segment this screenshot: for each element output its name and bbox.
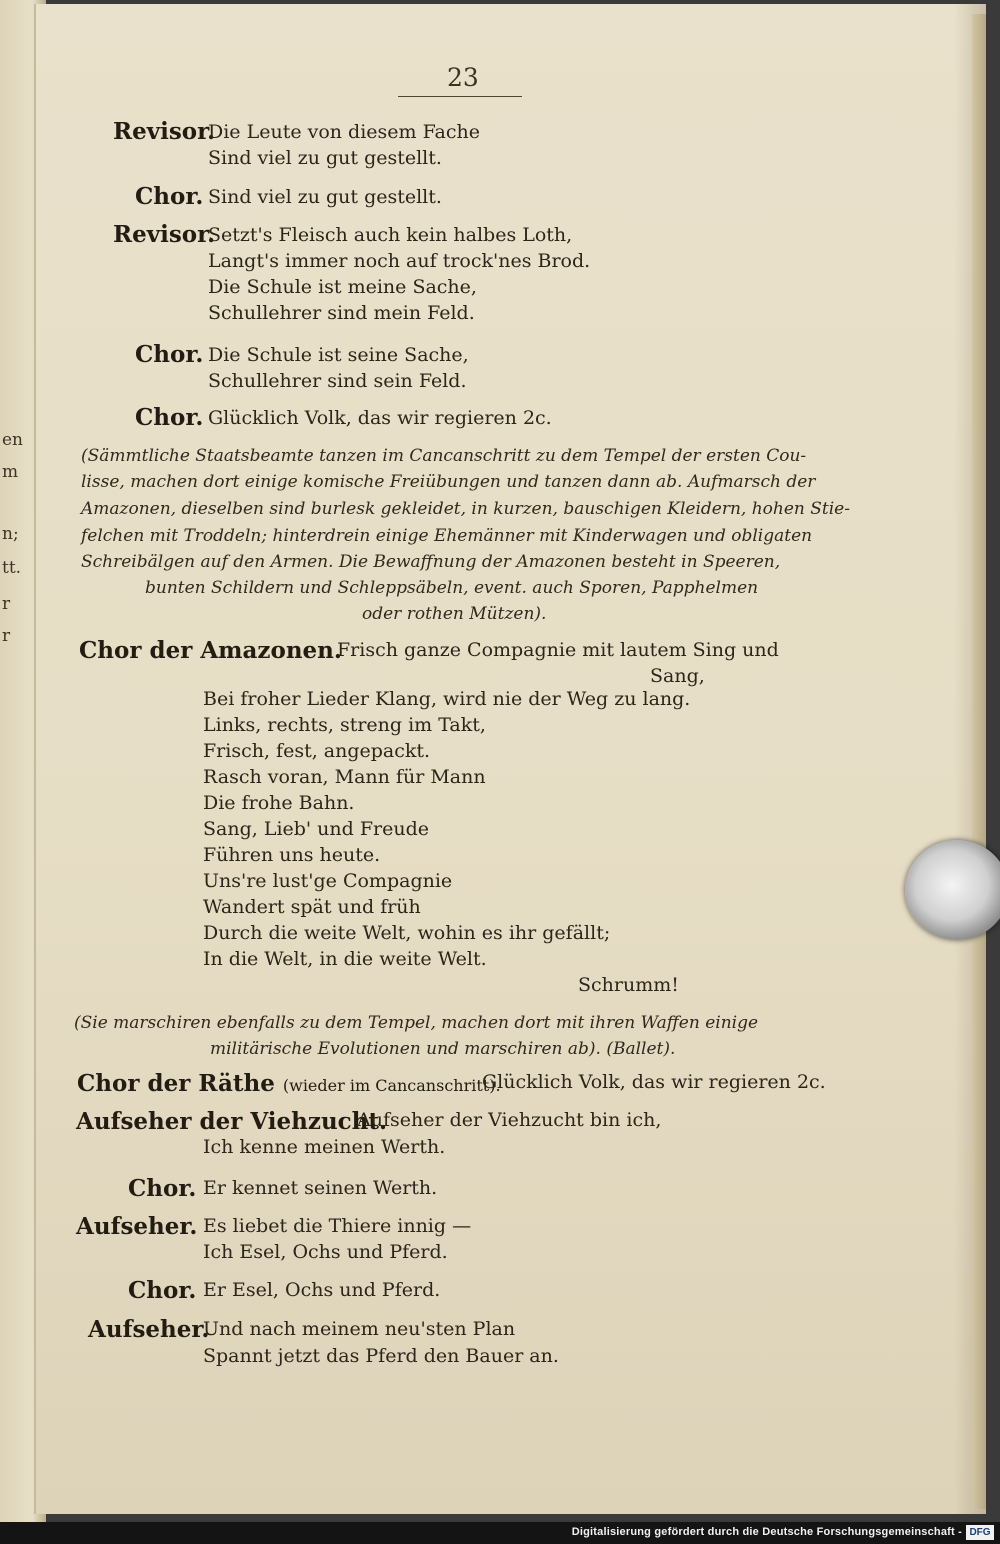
verse-line: Die Schule ist meine Sache, — [208, 276, 477, 298]
left-page-fragment: r — [2, 626, 11, 646]
speaker-name: Chor. — [135, 183, 204, 210]
speaker-name: Aufseher. — [76, 1213, 198, 1240]
left-page-fragment: en — [2, 430, 24, 450]
verse-line: Schullehrer sind sein Feld. — [208, 370, 467, 392]
left-page-fragment: m — [2, 462, 19, 482]
verse-line: In die Welt, in die weite Welt. — [203, 948, 487, 970]
speaker-name: Chor. — [128, 1277, 197, 1304]
stage-direction-line: (Sie marschiren ebenfalls zu dem Tempel, machen dort mit ihren Waffen einige — [74, 1013, 759, 1033]
page-holder-clip — [905, 840, 1000, 940]
verse-line: Wandert spät und früh — [203, 896, 421, 918]
verse-line: Ich Esel, Ochs und Pferd. — [203, 1241, 448, 1263]
speaker-name: Aufseher der Viehzucht. — [76, 1108, 388, 1135]
verse-line: Ich kenne meinen Werth. — [203, 1136, 446, 1158]
verse-line: Sang, Lieb' und Freude — [203, 818, 430, 840]
speaker-name — [77, 1070, 501, 1097]
funding-credit: Digitalisierung gefördert durch die Deutsche Forschungsgemeinschaft - — [571, 1526, 962, 1538]
speaker-name: Chor der Amazonen. — [79, 637, 342, 664]
verse-line: Schrumm! — [578, 974, 679, 996]
verse-line: Uns're lust'ge Compagnie — [203, 870, 453, 892]
verse-line: Glücklich Volk, das wir regieren 2c. — [208, 407, 552, 429]
verse-line: Die frohe Bahn. — [203, 792, 355, 814]
verse-line: Setzt's Fleisch auch kein halbes Loth, — [208, 224, 573, 246]
speaker-note: (wieder im Cancanschritt). — [282, 1076, 501, 1095]
verse-line: Spannt jetzt das Pferd den Bauer an. — [203, 1345, 559, 1367]
verse-line: Links, rechts, streng im Takt, — [203, 714, 486, 736]
footer-bar — [0, 1522, 1000, 1544]
stage-direction-line: Schreibälgen auf den Armen. Die Bewaffnung der Amazonen besteht in Speeren, — [81, 552, 781, 572]
verse-line: Er kennet seinen Werth. — [203, 1177, 438, 1199]
verse-line: Es liebet die Thiere innig — — [203, 1215, 472, 1237]
verse-line: Glücklich Volk, das wir regieren 2c. — [482, 1071, 826, 1093]
page-number: 23 — [447, 63, 479, 92]
verse-line: Sind viel zu gut gestellt. — [208, 186, 442, 208]
stage-direction-line: bunten Schildern und Schleppsäbeln, event. auch Sporen, Papphelmen — [145, 578, 759, 598]
dfg-logo-icon: DFG — [966, 1525, 994, 1540]
verse-line: Frisch, fest, angepackt. — [203, 740, 431, 762]
verse-line: Er Esel, Ochs und Pferd. — [203, 1279, 441, 1301]
verse-line: Bei froher Lieder Klang, wird nie der Weg zu lang. — [203, 688, 691, 710]
speaker-name: Chor. — [135, 341, 204, 368]
verse-line: Die Schule ist seine Sache, — [208, 344, 469, 366]
verse-line: Frisch ganze Compagnie mit lautem Sing und — [337, 639, 779, 661]
page-edge — [972, 14, 986, 1509]
verse-line: Durch die weite Welt, wohin es ihr gefällt; — [203, 922, 611, 944]
stage-direction-line: Amazonen, dieselben sind burlesk gekleidet, in kurzen, bauschigen Kleidern, hohen Stie- — [81, 499, 850, 519]
left-page-fragment: n; — [2, 524, 19, 544]
speaker-name: Chor. — [128, 1175, 197, 1202]
stage-direction-line: felchen mit Troddeln; hinterdrein einige Ehemänner mit Kinderwagen und obligaten — [81, 526, 813, 546]
speaker-name: Chor. — [135, 404, 204, 431]
left-page-fragment: r — [2, 594, 11, 614]
verse-line: Sang, — [650, 665, 705, 687]
verse-line: Die Leute von diesem Fache — [208, 121, 480, 143]
verse-line: Führen uns heute. — [203, 844, 381, 866]
speaker-name: Aufseher. — [88, 1316, 210, 1343]
speaker-label: Chor der Räthe — [77, 1070, 275, 1097]
verse-line: Und nach meinem neu'sten Plan — [203, 1318, 516, 1340]
speaker-name: Revisor. — [113, 118, 216, 145]
page-number-rule — [398, 96, 522, 97]
verse-line: Aufseher der Viehzucht bin ich, — [357, 1109, 662, 1131]
verse-line: Rasch voran, Mann für Mann — [203, 766, 486, 788]
stage-direction-line: oder rothen Mützen). — [362, 604, 547, 624]
stage-direction-line: militärische Evolutionen und marschiren ab). (Ballet). — [210, 1039, 676, 1059]
left-page-fragment: tt. — [2, 558, 22, 578]
stage-direction-line: (Sämmtliche Staatsbeamte tanzen im Cancanschritt zu dem Tempel der ersten Cou- — [81, 446, 807, 466]
stage-direction-line: lisse, machen dort einige komische Freiübungen und tanzen dann ab. Aufmarsch der — [81, 472, 816, 492]
speaker-name: Revisor. — [113, 221, 216, 248]
verse-line: Sind viel zu gut gestellt. — [208, 147, 442, 169]
verse-line: Schullehrer sind mein Feld. — [208, 302, 475, 324]
verse-line: Langt's immer noch auf trock'nes Brod. — [208, 250, 591, 272]
